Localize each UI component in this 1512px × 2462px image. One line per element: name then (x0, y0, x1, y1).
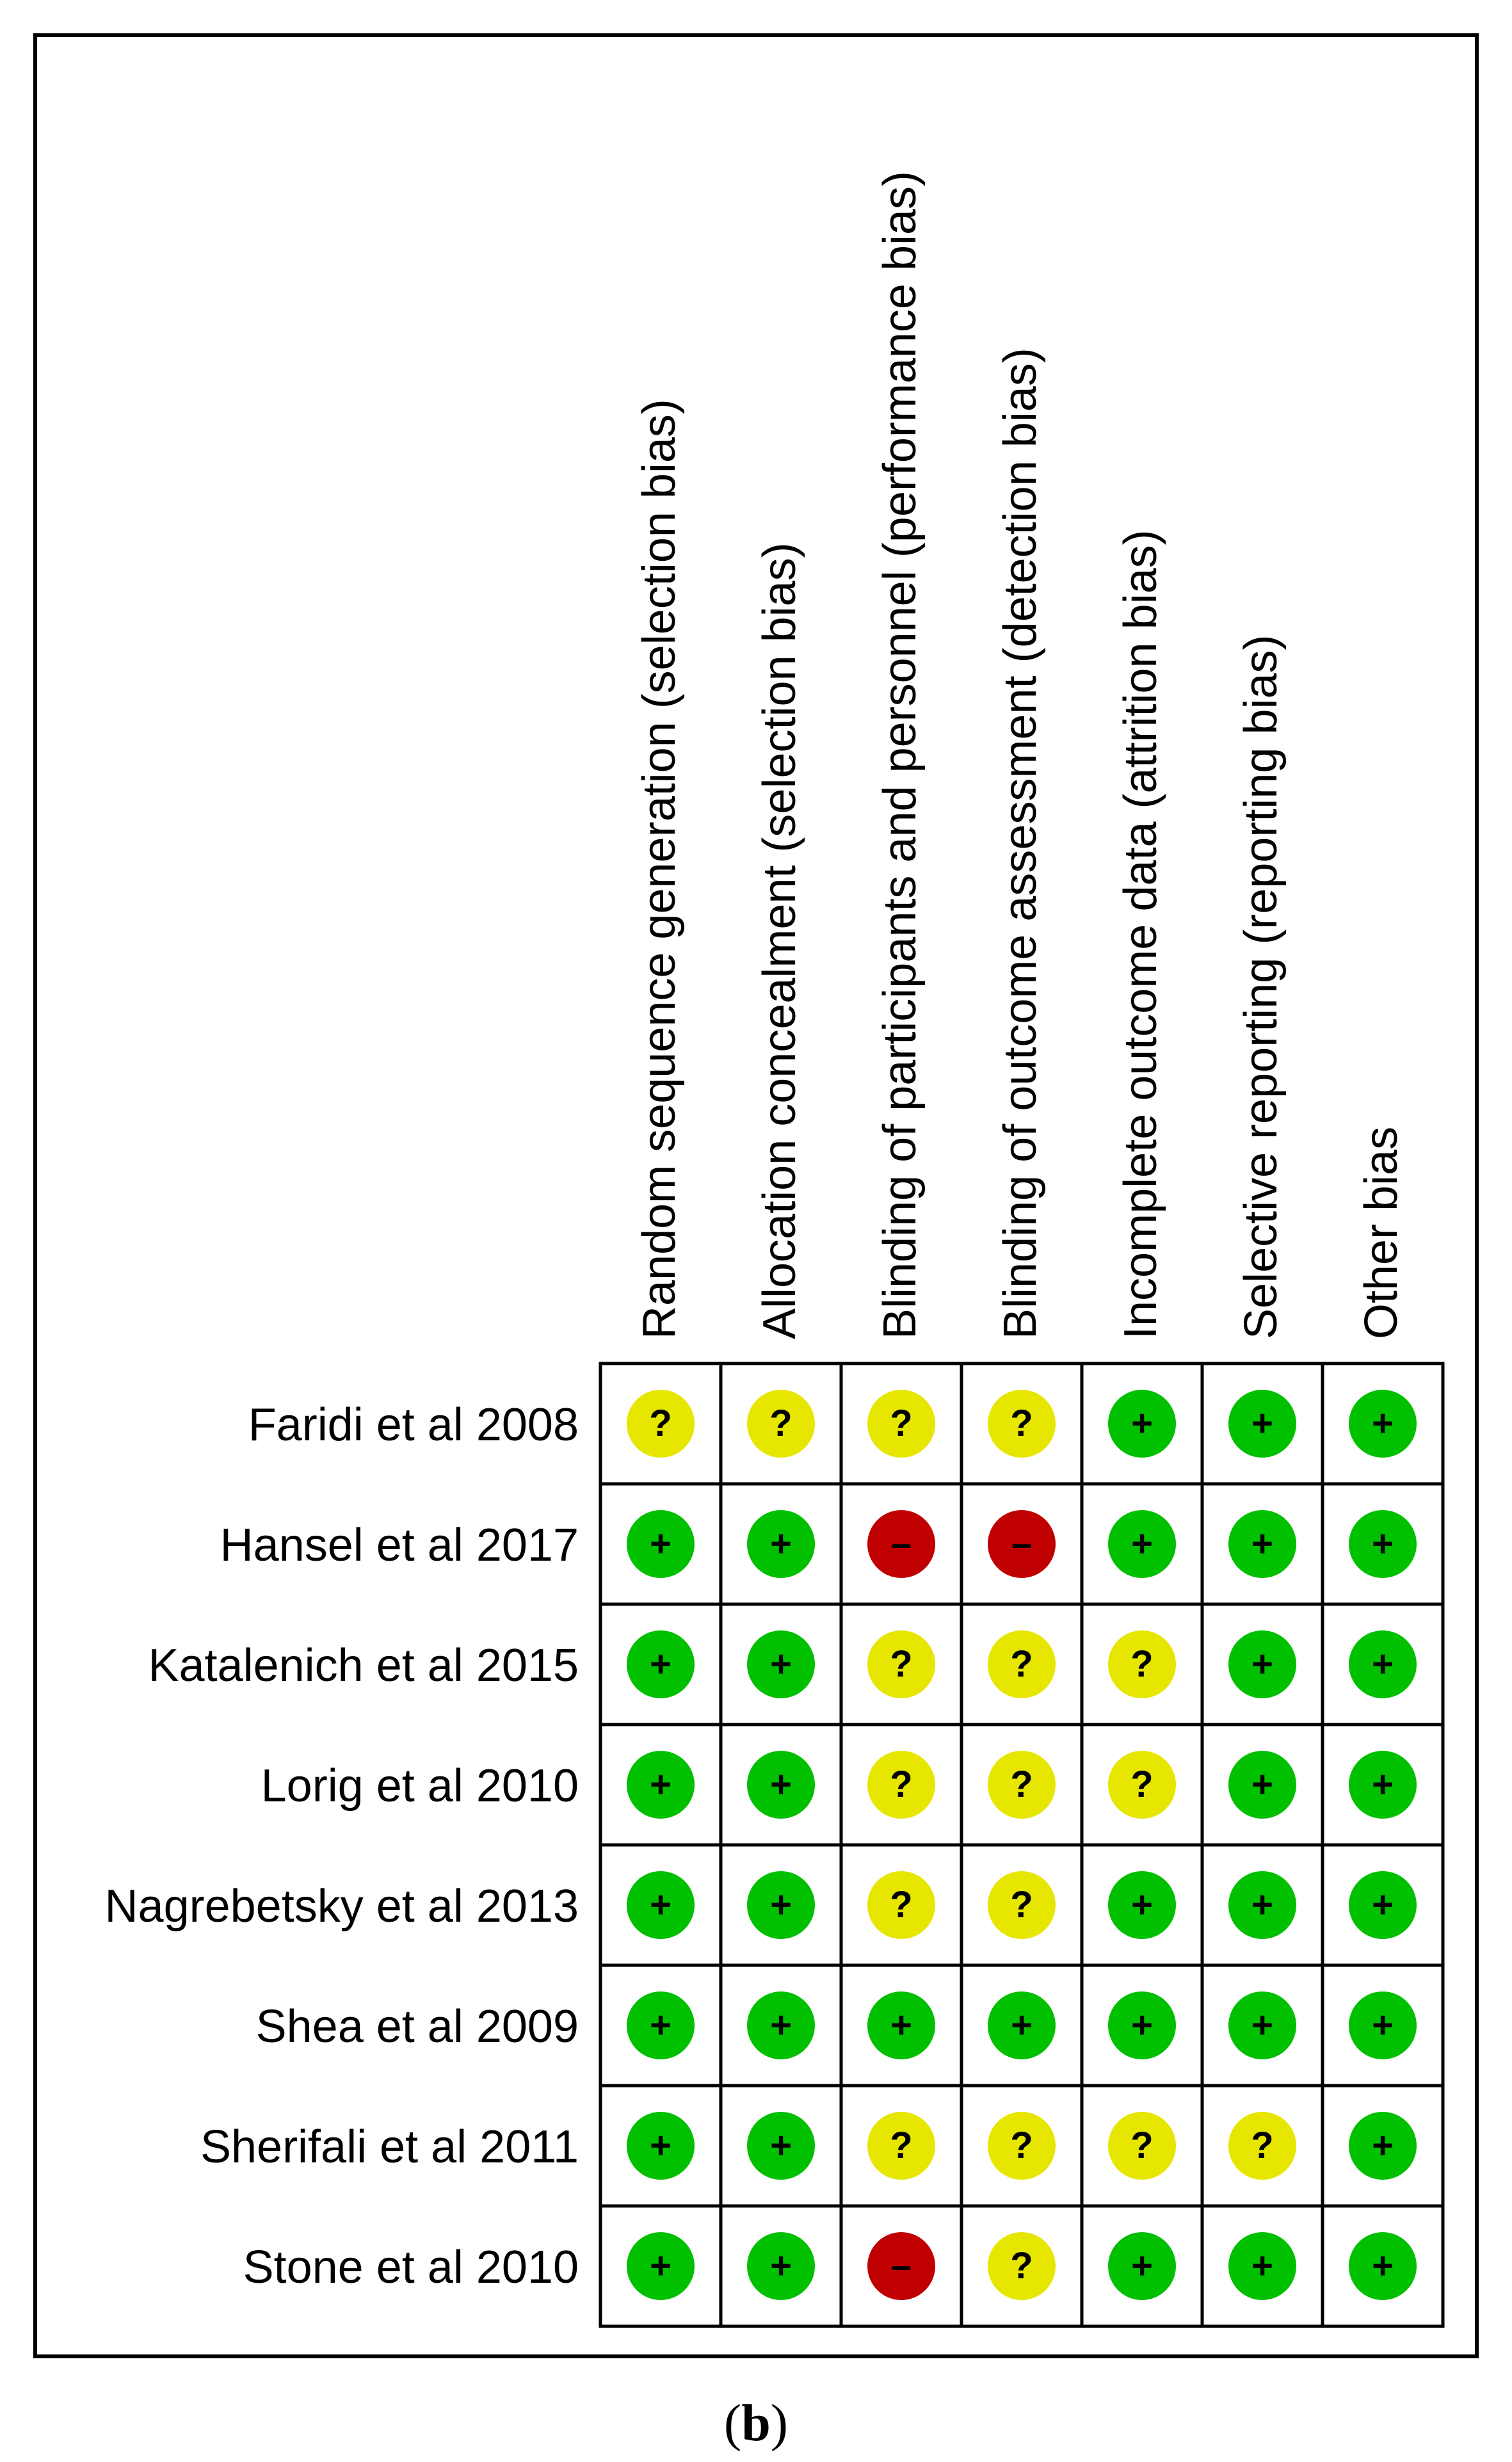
judgement-symbol (747, 1630, 815, 1698)
study-label: Katalenich et al 2015 (148, 1640, 579, 1691)
study-label: Stone et al 2010 (243, 2242, 579, 2293)
judgement-glyph: + (1372, 2004, 1394, 2046)
judgement-symbol (867, 2232, 935, 2300)
judgement-glyph: ? (1010, 1884, 1033, 1926)
domain-label: Incomplete outcome data (attrition bias) (1115, 529, 1166, 1339)
judgement-symbol (1228, 1991, 1296, 2059)
judgement-symbol (1108, 1991, 1176, 2059)
judgement-symbol (747, 1390, 815, 1458)
judgement-glyph: + (1251, 1523, 1273, 1565)
judgement-glyph: – (890, 2245, 912, 2287)
judgement-glyph: + (1372, 1523, 1394, 1565)
judgement-symbol (1349, 1630, 1417, 1698)
judgement-symbol (1108, 1390, 1176, 1458)
judgement-glyph: + (1372, 1643, 1394, 1685)
judgement-symbol (747, 1871, 815, 1939)
judgement-symbol (867, 1390, 935, 1458)
domain-labels (634, 171, 1407, 1339)
judgement-symbol (988, 1751, 1056, 1819)
study-labels (105, 1399, 579, 2293)
study-label: Shea et al 2009 (255, 2001, 579, 2052)
judgement-symbol (1349, 1991, 1417, 2059)
judgement-grid (600, 1364, 1443, 2326)
judgement-glyph: ? (1010, 1403, 1033, 1444)
judgement-glyph: – (1011, 1523, 1033, 1565)
judgement-symbol (1228, 2232, 1296, 2300)
judgement-symbol (1349, 2232, 1417, 2300)
judgement-symbol (1108, 1871, 1176, 1939)
judgement-symbol (988, 1510, 1056, 1578)
judgement-glyph: + (650, 1764, 672, 1805)
judgement-glyph: ? (1130, 1764, 1154, 1805)
judgement-symbol (988, 2232, 1056, 2300)
judgement-symbol (627, 1390, 695, 1458)
judgement-glyph: + (650, 2004, 672, 2046)
judgement-glyph: + (1011, 2004, 1033, 2046)
judgement-glyph: + (770, 2245, 792, 2287)
judgement-glyph: + (770, 1884, 792, 1926)
judgement-symbol (627, 1630, 695, 1698)
domain-label: Other bias (1356, 1126, 1407, 1339)
judgement-glyph: ? (769, 1403, 792, 1444)
judgement-symbol (627, 1510, 695, 1578)
judgement-symbol (1349, 2112, 1417, 2180)
judgement-symbol (1228, 1510, 1296, 1578)
caption-letter: b (741, 2394, 771, 2452)
judgement-symbol (1108, 2232, 1176, 2300)
judgement-glyph: ? (890, 1884, 913, 1926)
judgement-glyph: + (1131, 2245, 1153, 2287)
judgement-glyph: ? (890, 1764, 913, 1805)
judgement-glyph: + (1251, 1884, 1273, 1926)
judgement-glyph: + (770, 2125, 792, 2166)
judgement-glyph: ? (1010, 2125, 1033, 2166)
judgement-symbol (867, 2112, 935, 2180)
judgement-symbol (1349, 1871, 1417, 1939)
judgement-glyph: + (650, 1884, 672, 1926)
judgement-symbol (867, 1751, 935, 1819)
judgement-symbol (747, 2112, 815, 2180)
judgement-symbol (627, 1751, 695, 1819)
judgement-symbol (1349, 1751, 1417, 1819)
judgement-glyph: ? (1010, 1643, 1033, 1685)
judgement-glyph: + (770, 1764, 792, 1805)
judgement-glyph: ? (1130, 1643, 1154, 1685)
judgement-symbol (867, 1630, 935, 1698)
study-label: Sherifali et al 2011 (200, 2121, 579, 2173)
judgement-glyph: ? (1010, 2245, 1033, 2287)
judgement-glyph: + (1131, 1403, 1153, 1444)
judgement-symbol (627, 1871, 695, 1939)
judgement-glyph: + (650, 1643, 672, 1685)
judgement-symbol (988, 2112, 1056, 2180)
domain-label: Selective reporting (reporting bias) (1235, 634, 1287, 1339)
judgement-symbol (1228, 2112, 1296, 2180)
judgement-glyph: ? (1251, 2125, 1274, 2166)
judgement-symbol (988, 1991, 1056, 2059)
judgement-glyph: ? (1010, 1764, 1033, 1805)
judgement-symbol (1108, 1510, 1176, 1578)
judgement-glyph: + (1372, 1884, 1394, 1926)
judgement-glyph: + (770, 1523, 792, 1565)
study-label: Faridi et al 2008 (248, 1399, 579, 1451)
judgement-glyph: + (650, 2245, 672, 2287)
judgement-glyph: + (1251, 2245, 1273, 2287)
figure-caption: (b) (723, 2394, 789, 2452)
judgement-glyph: + (770, 1643, 792, 1685)
judgement-glyph: ? (890, 1403, 913, 1444)
judgement-symbol (1228, 1390, 1296, 1458)
judgement-symbol (747, 1751, 815, 1819)
judgement-symbol (747, 2232, 815, 2300)
judgement-glyph: + (1251, 2004, 1273, 2046)
study-label: Lorig et al 2010 (261, 1760, 579, 1812)
judgement-symbol (1108, 1630, 1176, 1698)
judgement-glyph: + (650, 2125, 672, 2166)
study-label: Hansel et al 2017 (220, 1520, 579, 1571)
judgement-symbol (627, 2232, 695, 2300)
judgement-symbol (867, 1871, 935, 1939)
judgement-glyph: + (1131, 1523, 1153, 1565)
judgement-glyph: + (1251, 1643, 1273, 1685)
judgement-glyph: – (890, 1523, 912, 1565)
judgement-symbol (1228, 1871, 1296, 1939)
judgement-symbol (1228, 1751, 1296, 1819)
judgement-symbol (988, 1871, 1056, 1939)
judgement-glyph: ? (890, 1643, 913, 1685)
judgement-symbol (867, 1991, 935, 2059)
judgement-symbol (1349, 1390, 1417, 1458)
judgement-glyph: ? (649, 1403, 672, 1444)
domain-label: Allocation concealment (selection bias) (754, 542, 805, 1339)
judgement-glyph: + (1372, 2125, 1394, 2166)
domain-label: Blinding of outcome assessment (detection bias) (995, 348, 1046, 1339)
judgement-symbol (747, 1991, 815, 2059)
judgement-symbol (988, 1630, 1056, 1698)
judgement-glyph: + (1131, 1884, 1153, 1926)
judgement-glyph: ? (1130, 2125, 1154, 2166)
judgement-symbol (627, 1991, 695, 2059)
judgement-glyph: ? (890, 2125, 913, 2166)
study-label: Nagrebetsky et al 2013 (104, 1881, 579, 1932)
judgement-glyph: + (1251, 1764, 1273, 1805)
judgement-glyph: + (1131, 2004, 1153, 2046)
judgement-symbol (1349, 1510, 1417, 1578)
domain-label: Random sequence generation (selection bias) (634, 399, 685, 1339)
judgement-glyph: + (1372, 1764, 1394, 1805)
judgement-glyph: + (770, 2004, 792, 2046)
judgement-symbol (988, 1390, 1056, 1458)
judgement-glyph: + (1251, 1403, 1273, 1444)
judgement-symbol (747, 1510, 815, 1578)
judgement-symbol (867, 1510, 935, 1578)
judgement-symbol (1108, 1751, 1176, 1819)
judgement-symbol (1228, 1630, 1296, 1698)
judgement-glyph: + (1372, 2245, 1394, 2287)
judgement-symbol (627, 2112, 695, 2180)
judgement-glyph: + (890, 2004, 912, 2046)
domain-label: Blinding of participants and personnel (performance bias) (874, 170, 926, 1339)
judgement-glyph: + (650, 1523, 672, 1565)
judgement-symbol (1108, 2112, 1176, 2180)
judgement-glyph: + (1372, 1403, 1394, 1444)
